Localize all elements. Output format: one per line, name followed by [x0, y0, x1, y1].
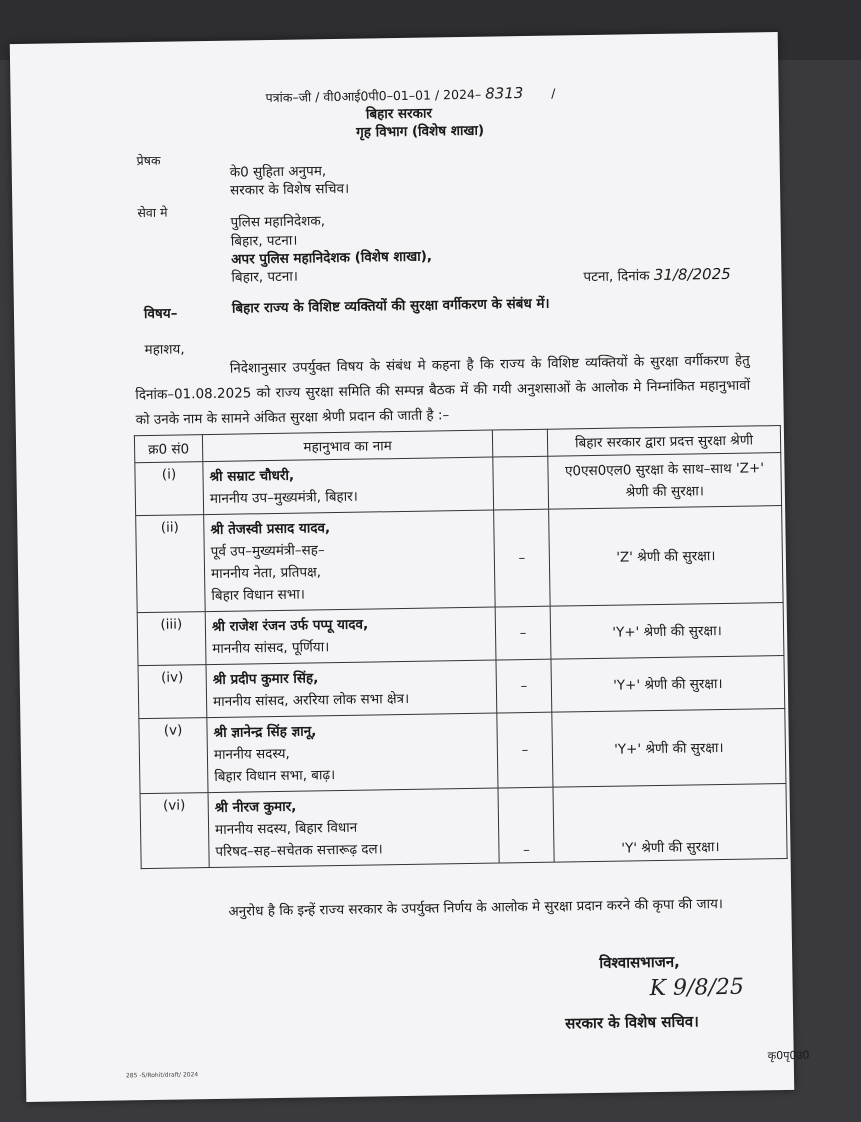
row-serial: (i) [135, 462, 204, 516]
row-category: 'Y+' श्रेणी की सुरक्षा। [551, 656, 785, 713]
row-dash: – [495, 606, 551, 660]
department-name: गृह विभाग (विशेष शाखा) [356, 122, 485, 141]
table-body [135, 453, 787, 869]
row-serial: (vi) [140, 793, 209, 869]
table-row [139, 709, 786, 794]
row-serial: (ii) [136, 515, 206, 613]
name-line: माननीय सदस्य, बिहार विधान [214, 819, 358, 838]
header-category: बिहार सरकार द्वारा प्रदत्त सुरक्षा श्रेणी [547, 426, 780, 457]
name-line: बिहार विधान सभा। [211, 586, 306, 604]
footer-file-note: 285 -S/Rohit/draft/ 2024 [125, 1071, 199, 1080]
government-name: बिहार सरकार [365, 105, 433, 123]
subject-text: बिहार राज्य के विशिष्ट व्यक्तियों की सुरक्षा वर्गीकरण के संबंध में। [231, 295, 550, 317]
name-line: श्री सम्राट चौधरी, [209, 467, 295, 486]
reference-prefix: पत्रांक–जी / वी0आई0पी0–01–01 / 2024– [265, 86, 482, 106]
sender-name: के0 सुहिता अनुपम, [229, 163, 327, 181]
name-line: माननीय सदस्य, [213, 745, 290, 763]
name-line: श्री प्रदीप कुमार सिंह, [212, 670, 319, 688]
recipient-1-place: बिहार, पटना। [230, 232, 298, 250]
row-category: 'Z' श्रेणी की सुरक्षा। [549, 506, 783, 607]
row-dash: – [498, 787, 554, 863]
table-row [136, 506, 783, 613]
closing-line: विश्वासभाजन, [599, 952, 680, 972]
letter-page [10, 32, 810, 1102]
row-category: ए0एस0एल0 सुरक्षा के साथ–साथ 'Z+' श्रेणी की सुरक्षा। [548, 453, 782, 510]
recipient-1-title: पुलिस महानिदेशक, [230, 213, 326, 231]
row-name [206, 660, 497, 718]
sender-label: प्रेषक [136, 152, 161, 169]
name-line: श्री नीरज कुमार, [214, 798, 297, 816]
row-dash [493, 456, 549, 510]
date-line [583, 265, 731, 285]
header-blank [492, 429, 547, 457]
name-line: बिहार विधान सभा, बाढ़। [214, 767, 336, 785]
recipient-label: सेवा मे [137, 204, 168, 221]
row-serial: (iv) [138, 665, 207, 719]
salutation: महाशय, [144, 341, 185, 359]
row-name [208, 788, 499, 868]
recipient-2-place: बिहार, पटना। [231, 268, 299, 286]
name-line: श्री ज्ञानेन्द्र सिंह ज्ञानू, [213, 723, 317, 741]
row-name [207, 713, 498, 793]
row-serial: (v) [139, 718, 208, 794]
reference-suffix: / [551, 85, 556, 101]
reference-line [265, 84, 555, 107]
recipient-2-title: अपर पुलिस महानिदेशक (विशेष शाखा), [231, 248, 433, 268]
row-name [205, 607, 496, 665]
name-line: पूर्व उप–मुख्यमंत्री–सह– [210, 542, 325, 561]
handwritten-signature: K 9/8/25 [649, 974, 745, 1002]
row-category: 'Y' श्रेणी की सुरक्षा। [553, 783, 787, 862]
request-paragraph: अनुरोध है कि इन्हें राज्य सरकार के उपर्युक्त निर्णय के आलोक मे सुरक्षा प्रदान करने की कृपा की जाय। [228, 896, 724, 920]
row-dash: – [497, 712, 553, 788]
name-line: माननीय सांसद, अररिया लोक सभा क्षेत्र। [212, 690, 410, 710]
page-turn-mark: कृ0पृ0उ0 [767, 1048, 810, 1063]
name-line: श्री राजेश रंजन उर्फ पप्पू यादव, [211, 616, 369, 635]
body-paragraph: निदेशानुसार उपर्युक्त विषय के संबंध मे कहना है कि राज्य के विशिष्ट व्यक्तियों के सुरक्षा वर्गीकरण हेतु दिनांक–01.08.2025 को राज्य सुरक्षा समिति की सम्पन्न बैठक में की गयी अनुशसाओं के आलोक मे निम्नांकित महानुभावों को उनके नाम के सामने अंकित सुरक्षा श्रेणी प्रदान की जाती है :– [135, 352, 751, 429]
name-line: माननीय सांसद, पूर्णिया। [212, 639, 330, 657]
date-value: 31/8/2025 [653, 264, 731, 285]
subject-label: विषय– [143, 305, 178, 323]
header-name: महानुभाव का नाम [202, 430, 492, 462]
table-row [140, 783, 787, 868]
row-dash: – [496, 659, 552, 713]
date-label: पटना, दिनांक [583, 268, 650, 286]
sender-title: सरकार के विशेष सचिव। [229, 180, 350, 199]
row-serial: (iii) [137, 612, 206, 666]
security-table [134, 425, 788, 869]
header-serial: क्र0 सं0 [134, 435, 202, 463]
row-name [204, 510, 495, 612]
name-line: श्री तेजस्वी प्रसाद यादव, [210, 520, 331, 539]
name-line: परिषद–सह–सचेतक सत्तारूढ़ दल। [215, 841, 383, 860]
row-dash: – [494, 509, 551, 607]
row-category: 'Y+' श्रेणी की सुरक्षा। [550, 603, 784, 660]
name-line: माननीय उप–मुख्यमंत्री, बिहार। [209, 488, 358, 508]
reference-number: 8313 [485, 84, 524, 103]
name-line: माननीय नेता, प्रतिपक्ष, [210, 564, 322, 582]
row-name [203, 457, 494, 515]
signatory-designation: सरकार के विशेष सचिव। [565, 1012, 700, 1033]
row-category: 'Y+' श्रेणी की सुरक्षा। [552, 709, 786, 788]
